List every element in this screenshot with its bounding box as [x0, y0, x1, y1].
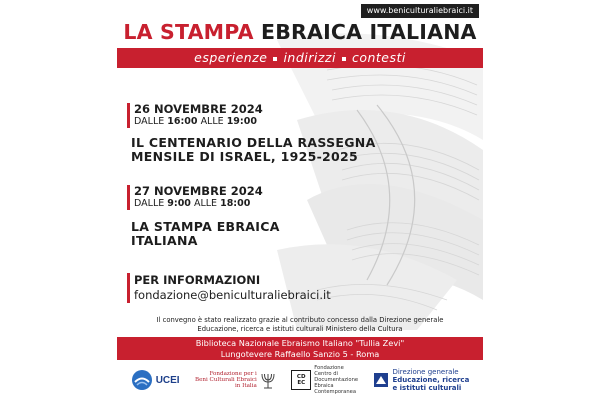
- sponsor-logos: [117, 364, 483, 396]
- event-poster: [117, 0, 483, 400]
- ministry-emblem-icon: [373, 372, 389, 388]
- cdec-logo: [291, 365, 358, 395]
- fondazione-label: [195, 371, 257, 389]
- funding-acknowledgment: [127, 316, 473, 333]
- info-heading: PER INFORMAZIONI: [134, 273, 261, 287]
- subtitle-item: esperienze: [194, 50, 268, 65]
- time-end: 18:00: [220, 198, 251, 209]
- time-start: 16:00: [167, 116, 198, 127]
- title-dark-part: EBRAICA ITALIANA: [261, 20, 477, 44]
- event-1-title: [131, 136, 376, 164]
- subtitle-item: indirizzi: [283, 50, 336, 65]
- poster-title: [117, 20, 483, 44]
- event-date: 26 NOVEMBRE 2024: [134, 102, 263, 116]
- event-title-line: IL CENTENARIO DELLA RASSEGNA: [131, 135, 376, 150]
- event-title-line: LA STAMPA EBRAICA: [131, 219, 280, 234]
- cdec-line: Contemporanea: [314, 389, 357, 395]
- event-1-datetime: [127, 103, 263, 128]
- cdec-mark-icon: [291, 370, 311, 390]
- event-2-title: [131, 220, 280, 248]
- event-time: [134, 116, 263, 128]
- ministry-line: e istituti culturali: [392, 384, 462, 392]
- fondazione-beni-culturali-logo: [195, 370, 276, 390]
- ministry-line: Direzione generale: [392, 368, 459, 376]
- time-end: 19:00: [226, 116, 257, 127]
- event-time: [134, 198, 263, 210]
- ucei-emblem-icon: [131, 369, 153, 391]
- venue-name: Biblioteca Nazionale Ebraismo Italiano "Tullia Zevi": [195, 338, 405, 348]
- subtitle-item: contesti: [351, 50, 406, 65]
- website-url[interactable]: www.beniculturaliebraici.it: [361, 4, 479, 18]
- venue-bar: [117, 337, 483, 360]
- square-bullet-icon: [273, 57, 277, 61]
- subtitle-bar: [117, 48, 483, 68]
- cdec-label: [314, 365, 358, 395]
- ministry-line: Educazione, ricerca: [392, 376, 470, 384]
- time-mid: ALLE: [200, 116, 224, 127]
- cdec-line: Fondazione: [314, 365, 344, 371]
- fondazione-line: in Italia: [234, 383, 257, 389]
- event-title-line: ITALIANA: [131, 233, 198, 248]
- acknowledgment-line: Il convegno è stato realizzato grazie al contributo concesso dalla Direzione generale: [156, 316, 444, 324]
- contact-email[interactable]: fondazione@beniculturaliebraici.it: [134, 288, 331, 302]
- time-start: 9:00: [167, 198, 191, 209]
- time-prefix: DALLE: [134, 198, 165, 209]
- cdec-line: Ebraica: [314, 383, 334, 389]
- menorah-icon: [260, 370, 276, 390]
- ucei-label: UCEI: [155, 374, 180, 386]
- info-block: [127, 273, 331, 303]
- ucei-logo: [131, 369, 180, 391]
- cdec-mark: CDEC: [296, 374, 306, 386]
- event-2-datetime: [127, 185, 263, 210]
- cdec-line: Documentazione: [314, 377, 359, 383]
- square-bullet-icon: [342, 57, 346, 61]
- acknowledgment-line: Educazione, ricerca e istituti culturali Ministero della Cultura: [197, 324, 403, 333]
- fondazione-line: Beni Culturali Ebraici: [194, 377, 257, 383]
- event-date: 27 NOVEMBRE 2024: [134, 184, 263, 198]
- ministry-label: [392, 368, 469, 392]
- ministero-cultura-logo: [373, 368, 469, 392]
- time-mid: ALLE: [193, 198, 218, 209]
- time-prefix: DALLE: [134, 116, 165, 127]
- event-title-line: MENSILE DI ISRAEL, 1925-2025: [131, 149, 359, 164]
- venue-address: Lungotevere Raffaello Sanzio 5 - Roma: [220, 348, 380, 359]
- fondazione-line: Fondazione per i: [209, 371, 257, 377]
- cdec-line: Centro di: [314, 371, 338, 377]
- title-red-part: LA STAMPA: [123, 20, 254, 44]
